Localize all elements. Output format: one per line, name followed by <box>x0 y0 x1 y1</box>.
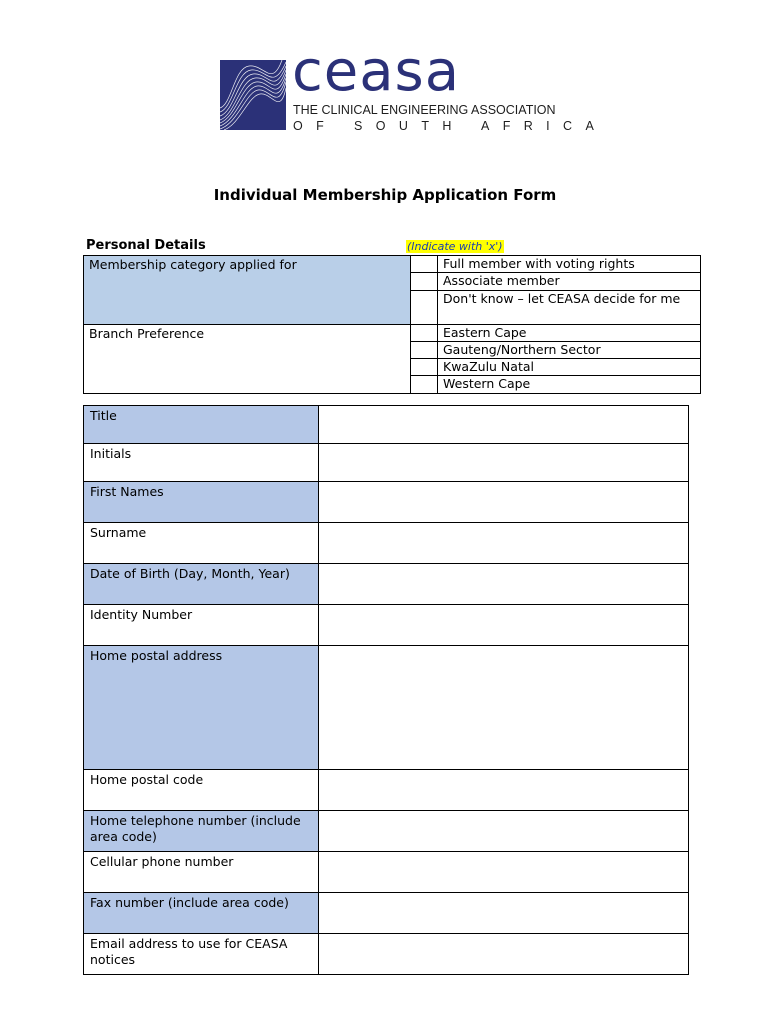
field-input-home-postal-address[interactable] <box>319 646 689 770</box>
branch-option-label: Gauteng/Northern Sector <box>438 341 701 358</box>
field-input-fax-number[interactable] <box>319 893 689 934</box>
field-input-cellular-phone[interactable] <box>319 852 689 893</box>
logo-subtitle-line2: OF SOUTH AFRICA <box>293 119 608 133</box>
membership-option-label: Full member with voting rights <box>438 256 701 273</box>
field-label-fax-number: Fax number (include area code) <box>84 893 319 934</box>
branch-option-checkbox[interactable] <box>411 376 438 393</box>
field-label-home-postal-address: Home postal address <box>84 646 319 770</box>
logo-wordmark: ceasa <box>292 39 461 104</box>
wave-emblem-icon <box>220 60 286 130</box>
branch-option-checkbox[interactable] <box>411 359 438 376</box>
branch-preference-label: Branch Preference <box>84 324 411 393</box>
field-input-date-of-birth[interactable] <box>319 564 689 605</box>
membership-option-checkbox[interactable] <box>411 290 438 324</box>
membership-option-label: Don't know – let CEASA decide for me <box>438 290 701 324</box>
branch-option-checkbox[interactable] <box>411 324 438 341</box>
membership-option-label: Associate member <box>438 273 701 290</box>
field-input-surname[interactable] <box>319 523 689 564</box>
form-title: Individual Membership Application Form <box>213 186 557 204</box>
logo-subtitle-line1: THE CLINICAL ENGINEERING ASSOCIATION <box>293 103 556 117</box>
personal-details-heading: Personal Details <box>86 238 206 253</box>
field-label-cellular-phone: Cellular phone number <box>84 852 319 893</box>
branch-option-label: KwaZulu Natal <box>438 359 701 376</box>
branch-option-checkbox[interactable] <box>411 341 438 358</box>
membership-branch-table <box>83 255 701 394</box>
field-input-first-names[interactable] <box>319 482 689 523</box>
field-label-home-postal-code: Home postal code <box>84 770 319 811</box>
field-label-first-names: First Names <box>84 482 319 523</box>
field-label-email-address: Email address to use for CEASA notices <box>84 934 319 975</box>
field-label-identity-number: Identity Number <box>84 605 319 646</box>
field-input-identity-number[interactable] <box>319 605 689 646</box>
personal-details-table <box>83 405 689 975</box>
field-label-surname: Surname <box>84 523 319 564</box>
field-input-title[interactable] <box>319 406 689 444</box>
field-label-title: Title <box>84 406 319 444</box>
field-input-home-telephone[interactable] <box>319 811 689 852</box>
field-input-home-postal-code[interactable] <box>319 770 689 811</box>
field-label-home-telephone: Home telephone number (include area code) <box>84 811 319 852</box>
field-label-date-of-birth: Date of Birth (Day, Month, Year) <box>84 564 319 605</box>
branch-option-label: Western Cape <box>438 376 701 393</box>
indicate-hint: (Indicate with 'x') <box>407 240 503 253</box>
branch-option-label: Eastern Cape <box>438 324 701 341</box>
field-input-email-address[interactable] <box>319 934 689 975</box>
membership-option-checkbox[interactable] <box>411 256 438 273</box>
field-input-initials[interactable] <box>319 444 689 482</box>
field-label-initials: Initials <box>84 444 319 482</box>
membership-category-label: Membership category applied for <box>84 256 411 325</box>
ceasa-logo <box>220 39 608 134</box>
membership-option-checkbox[interactable] <box>411 273 438 290</box>
